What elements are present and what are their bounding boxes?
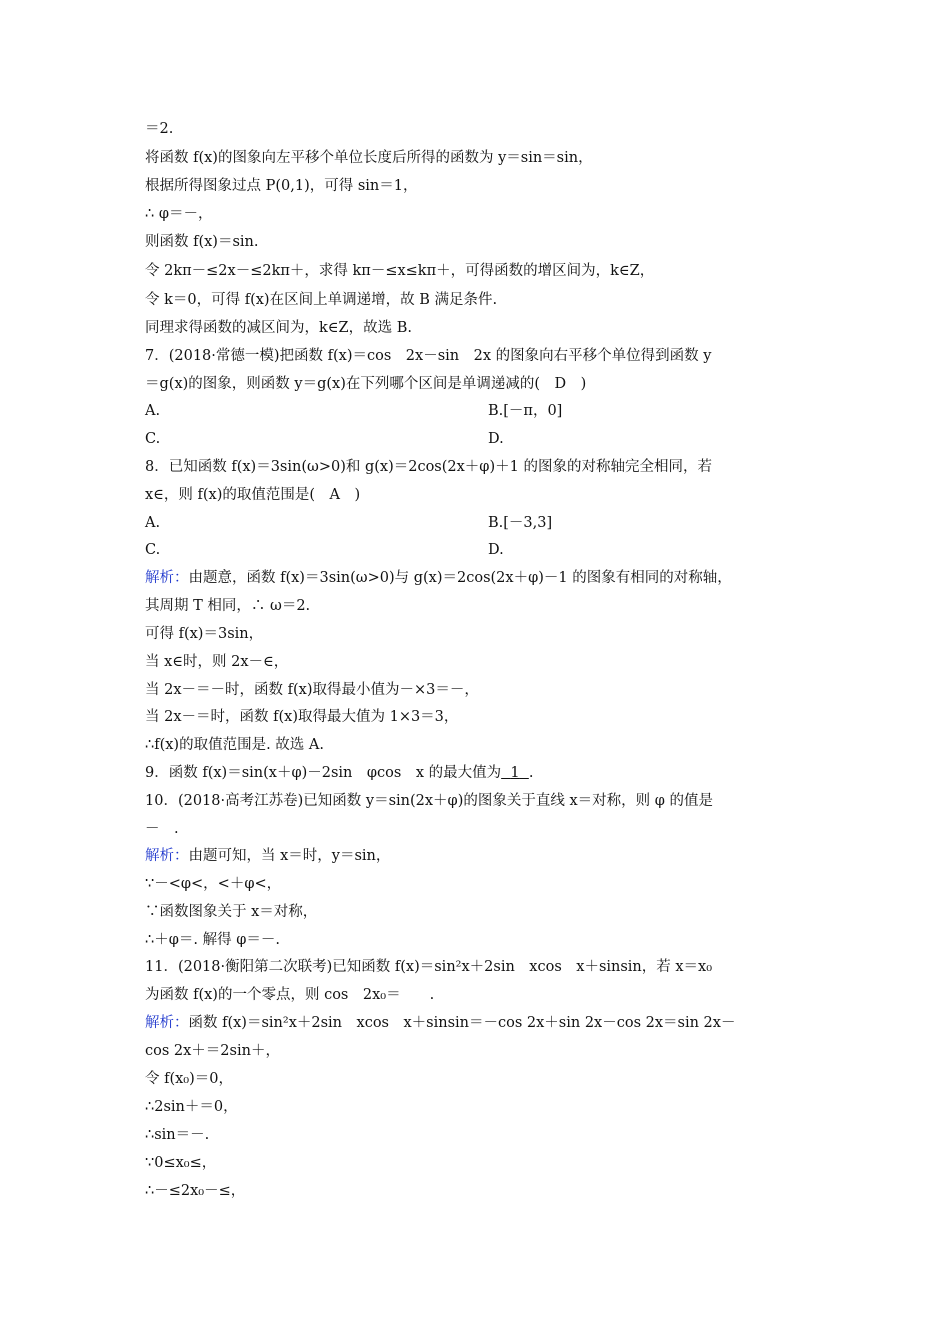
text-line: ∴－≤2x₀－≤， [145, 1183, 246, 1199]
text-line: 同理求得函数的减区间为，k∈Z，故选 B. [145, 320, 412, 336]
option-b: B.[－π，0] [488, 403, 563, 419]
text-span: 由题意，函数 f(x)＝3sin(ω>0)与 g(x)＝2cos(2x＋φ)－1 的图象有相同的对称轴， [188, 570, 732, 586]
question-8: 8．已知函数 f(x)＝3sin(ω>0)和 g(x)＝2cos(2x＋φ)＋1 的图象的对称轴完全相同，若 [145, 459, 712, 475]
text-line: 其周期 T 相同，∴ ω＝2. [145, 598, 311, 614]
text-line: x∈，则 f(x)的取值范围是( A ) [145, 487, 361, 503]
analysis-line [145, 846, 390, 866]
text-line: ∴2sin＋＝0， [145, 1099, 238, 1115]
text-line: cos 2x＋＝2sin＋， [145, 1043, 280, 1059]
text-line: 为函数 f(x)的一个零点，则 cos 2x₀＝ . [145, 987, 435, 1003]
question-10: 10．(2018·高考江苏卷)已知函数 y＝sin(2x＋φ)的图象关于直线 x＝对称，则 φ 的值是 [145, 793, 714, 809]
text-line: 当 x∈时，则 2x－∈， [145, 654, 289, 670]
text-line: ∵函数图象关于 x＝对称， [145, 904, 318, 920]
text-line: 当 2x－＝时，函数 f(x)取得最大值为 1×3＝3， [145, 709, 459, 725]
option-d: D. [488, 431, 504, 447]
option-d: D. [488, 542, 504, 558]
text-line: ∴f(x)的取值范围是. 故选 A. [145, 737, 324, 753]
analysis-label: 解析： [145, 570, 189, 586]
text-span: 9．函数 f(x)＝sin(x＋φ)－2sin φcos x 的最大值为 [145, 765, 502, 781]
text-line: 令 2kπ－≤2x－≤2kπ＋，求得 kπ－≤x≤kπ＋，可得函数的增区间为，k∈Z， [145, 263, 655, 279]
option-b: B.[－3,3] [488, 515, 553, 531]
text-line: 则函数 f(x)＝sin. [145, 234, 259, 250]
question-11: 11．(2018·衡阳第二次联考)已知函数 f(x)＝sin²x＋2sin xcos x＋sinsin，若 x＝x₀ [145, 959, 713, 975]
text-line: － . [145, 821, 179, 837]
option-a: A. [145, 515, 161, 531]
text-line: 当 2x－＝－时，函数 f(x)取得最小值为－×3＝－， [145, 682, 479, 698]
text-span: 函数 f(x)＝sin²x＋2sin xcos x＋sinsin＝－cos 2x＋sin 2x－cos 2x＝sin 2x－ [188, 1015, 736, 1031]
option-a: A. [145, 403, 161, 419]
text-span: . [528, 765, 534, 781]
text-line: ∵0≤x₀≤， [145, 1155, 217, 1171]
text-line: ∴sin＝－. [145, 1127, 210, 1143]
option-c: C. [145, 542, 161, 558]
text-line: 根据所得图象过点 P(0,1)，可得 sin＝1， [145, 178, 418, 194]
analysis-line [145, 1013, 735, 1033]
answer-text: 1 [510, 765, 520, 781]
analysis-label: 解析： [145, 1015, 189, 1031]
text-line: ∴＋φ＝. 解得 φ＝－. [145, 932, 280, 948]
text-line: ＝2. [145, 121, 174, 137]
text-line: 令 f(x₀)＝0， [145, 1071, 234, 1087]
option-c: C. [145, 431, 161, 447]
text-line: ＝g(x)的图象，则函数 y＝g(x)在下列哪个区间是单调递减的( D ) [145, 376, 587, 392]
analysis-label: 解析： [145, 848, 189, 864]
text-span: 由题可知，当 x＝时，y＝sin， [188, 848, 391, 864]
text-line: 令 k＝0，可得 f(x)在区间上单调递增，故 B 满足条件. [145, 292, 498, 308]
text-line: 将函数 f(x)的图象向左平移个单位长度后所得的函数为 y＝sin＝sin， [145, 150, 593, 166]
text-line: ∵－<φ<，<＋φ<， [145, 876, 282, 892]
question-7: 7．(2018·常德一模)把函数 f(x)＝cos 2x－sin 2x 的图象向右平移个单位得到函数 y [145, 348, 712, 364]
question-9 [145, 763, 533, 783]
text-line: 可得 f(x)＝3sin， [145, 626, 264, 642]
answer-blank [501, 763, 529, 783]
analysis-line [145, 568, 732, 588]
text-line: ∴ φ＝－， [145, 206, 213, 222]
